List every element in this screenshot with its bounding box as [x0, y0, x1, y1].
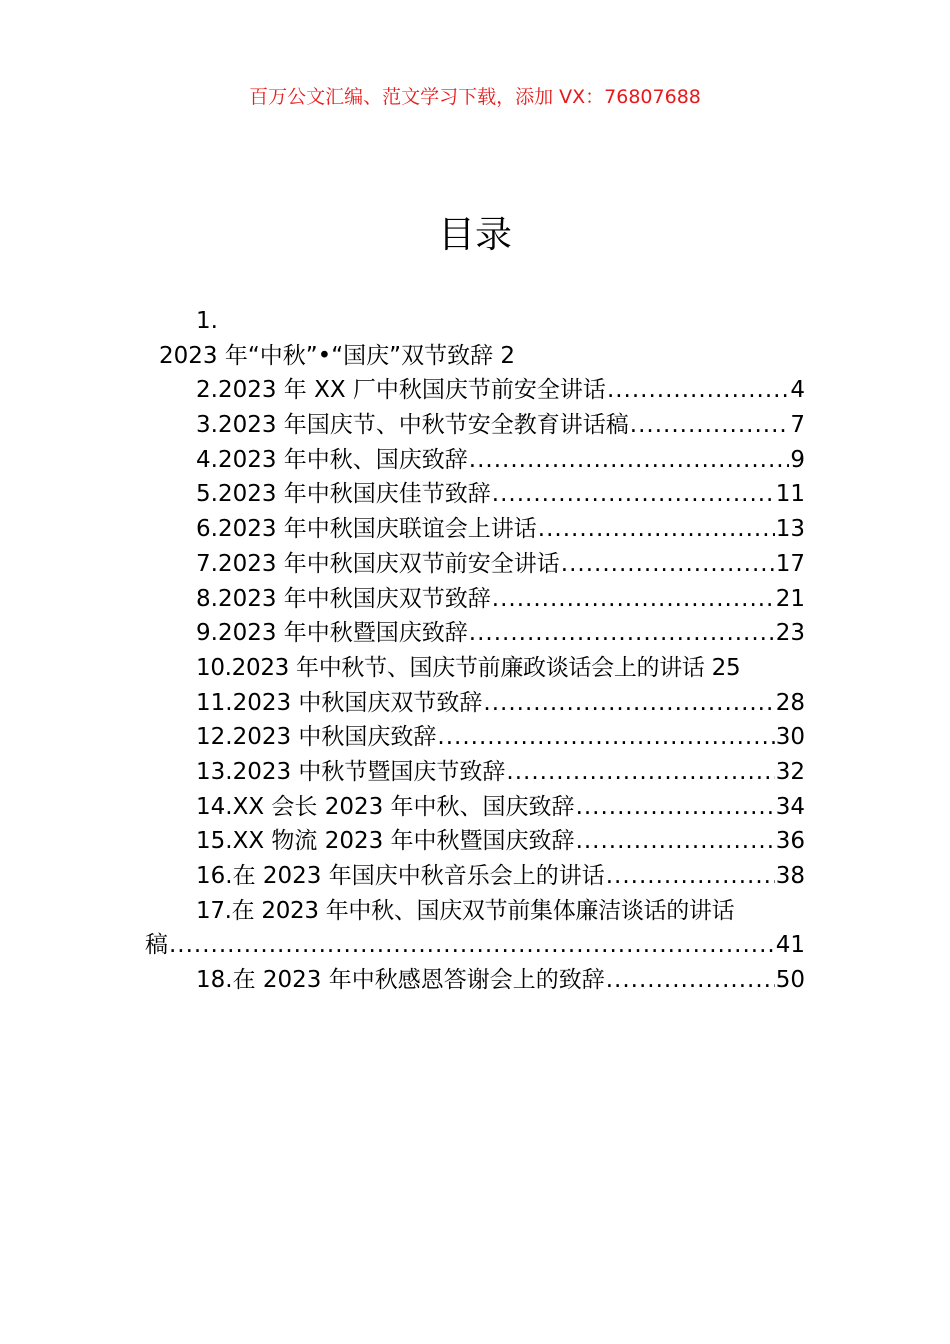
toc-dot-leader [492, 582, 775, 617]
toc-entry[interactable] [145, 963, 805, 998]
toc-entry-page: 41 [775, 932, 805, 959]
table-of-contents [145, 304, 805, 998]
toc-entry[interactable] [145, 651, 805, 686]
toc-entry-page: 21 [775, 585, 805, 612]
toc-dot-leader [492, 477, 775, 512]
toc-entry-page: 38 [775, 863, 805, 889]
toc-dot-leader [538, 512, 775, 547]
toc-entry-label: 2.2023 年 XX 厂中秋国庆节前安全讲话 [196, 377, 606, 404]
toc-entry-label: 16.在 2023 年国庆中秋音乐会上的讲话 [196, 863, 605, 889]
toc-entry-17-line1[interactable] [145, 894, 805, 929]
toc-entry-label: 15.XX 物流 2023 年中秋暨国庆致辞 [196, 828, 575, 855]
toc-entry[interactable] [145, 547, 805, 582]
toc-dot-leader [607, 373, 789, 408]
toc-entry-label: 18.在 2023 年中秋感恩答谢会上的致辞 [196, 967, 605, 994]
toc-entry-1-text[interactable]: 2023 年“中秋”•“国庆”双节致辞 2 [159, 342, 516, 369]
toc-dot-leader [506, 755, 774, 790]
toc-entry-label: 17.在 2023 年中秋、国庆双节前集体廉洁谈话的讲话 [196, 897, 735, 924]
toc-entry[interactable] [145, 582, 805, 617]
toc-entry-page: 13 [775, 516, 805, 543]
toc-entry[interactable] [145, 686, 805, 721]
toc-entry-label: 8.2023 年中秋国庆双节致辞 [196, 585, 491, 612]
toc-entry-label: 10.2023 年中秋节、国庆节前廉政谈话会上的讲话 25 [196, 654, 741, 681]
toc-entry-17-line2[interactable] [145, 928, 805, 963]
toc-entry-label: 13.2023 中秋节暨国庆节致辞 [196, 758, 506, 785]
toc-dot-leader [630, 408, 790, 443]
toc-entry-page: 36 [775, 828, 805, 855]
toc-entry-page: 30 [775, 724, 805, 751]
toc-dot-leader [469, 443, 790, 478]
toc-entry-label: 3.2023 年国庆节、中秋节安全教育讲话稿 [196, 412, 629, 439]
toc-entry-page: 32 [775, 758, 805, 785]
toc-entry-page: 17 [775, 550, 805, 577]
toc-dot-leader [469, 616, 775, 651]
toc-entry-page: 28 [775, 689, 805, 716]
toc-dot-leader [606, 963, 775, 998]
toc-entry-page: 9 [790, 446, 805, 473]
toc-entry-page: 4 [790, 377, 805, 404]
toc-entry[interactable] [145, 616, 805, 651]
toc-entry[interactable] [145, 512, 805, 547]
toc-entry-page: 50 [775, 967, 805, 994]
toc-dot-leader [606, 859, 775, 894]
toc-entry[interactable] [145, 755, 805, 790]
toc-dot-leader [483, 686, 774, 721]
toc-entry-label: 11.2023 中秋国庆双节致辞 [196, 689, 483, 716]
toc-entry-page: 7 [790, 412, 805, 439]
toc-title: 目录 [438, 213, 512, 256]
toc-entry-page: 34 [775, 793, 805, 820]
toc-dot-leader [576, 824, 775, 859]
toc-entry[interactable] [145, 477, 805, 512]
toc-entry-page: 23 [775, 620, 805, 647]
toc-dot-leader [169, 928, 775, 963]
toc-entry[interactable] [145, 824, 805, 859]
toc-entry-1-number: 1. [196, 308, 218, 334]
toc-entry-label: 稿 [145, 932, 168, 959]
toc-dot-leader [561, 547, 775, 582]
toc-entry-label: 4.2023 年中秋、国庆致辞 [196, 446, 468, 473]
toc-entry-label: 5.2023 年中秋国庆佳节致辞 [196, 481, 491, 508]
toc-entry[interactable] [145, 373, 805, 408]
toc-entry[interactable] [145, 790, 805, 825]
toc-entry-label: 6.2023 年中秋国庆联谊会上讲话 [196, 516, 537, 543]
toc-entry-label: 12.2023 中秋国庆致辞 [196, 724, 437, 751]
toc-entry[interactable] [145, 720, 805, 755]
toc-entry[interactable] [145, 443, 805, 478]
toc-entry[interactable] [145, 408, 805, 443]
toc-entry-label: 14.XX 会长 2023 年中秋、国庆致辞 [196, 793, 575, 820]
toc-entry-label: 7.2023 年中秋国庆双节前安全讲话 [196, 550, 560, 577]
header-download-note: 百万公文汇编、范文学习下载，添加 VX：76807688 [249, 86, 701, 108]
toc-entry[interactable] [145, 859, 805, 894]
toc-dot-leader [437, 720, 774, 755]
toc-dot-leader [576, 790, 775, 825]
toc-entry-label: 9.2023 年中秋暨国庆致辞 [196, 620, 468, 647]
toc-entry-page: 11 [775, 481, 805, 508]
